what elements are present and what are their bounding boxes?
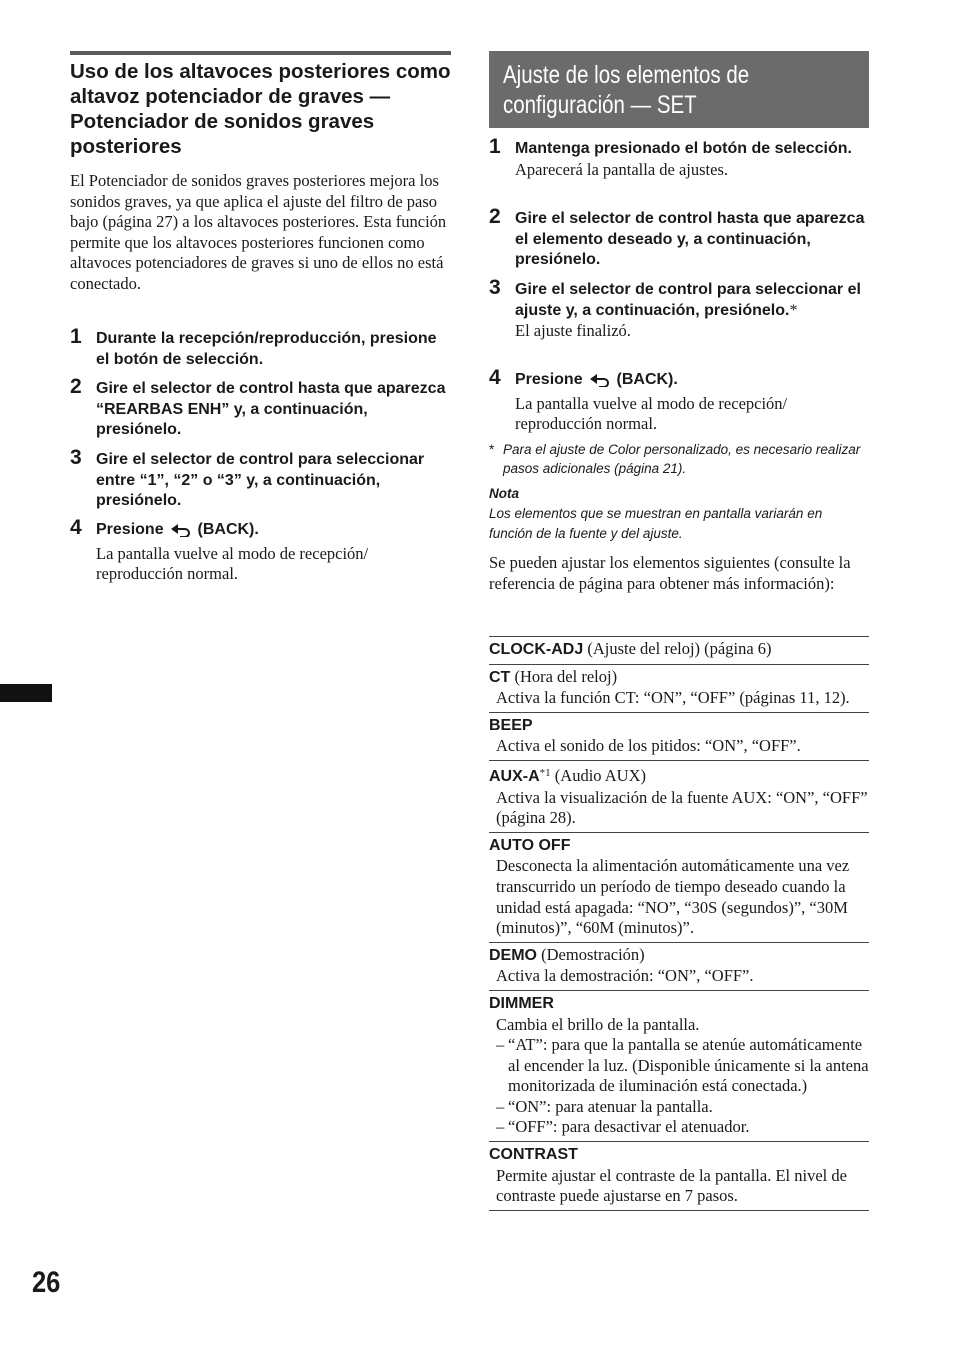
intro-paragraph: El Potenciador de sonidos graves posteriores mejora los sonidos graves, ya que aplica el ajuste del filtro de paso bajo (página 27) a los altavoces posteriores. Esta función permite que los altavoces posteriores funcionen como altavoces potenciadores de graves si uno de ellos no está conectado. <box>70 171 447 293</box>
step-result: El ajuste finalizó. <box>515 321 631 340</box>
step-text <box>515 370 870 394</box>
setting-description: Activa la visualización de la fuente AUX: “ON”, “OFF” (página 28). <box>496 787 868 828</box>
heading-rule <box>70 51 451 55</box>
step-result: Aparecerá la pantalla de ajustes. <box>515 159 729 179</box>
section-heading-rear-bass: Uso de los altavoces posteriores como altavoz potenciador de graves — Potenciador de sonidos graves posteriores <box>70 60 451 158</box>
setting-description: Permite ajustar el contraste de la pantalla. El nivel de contraste puede ajustarse en 7 pasos. <box>496 1165 847 1206</box>
setting-key: AUTO OFF <box>489 836 571 854</box>
setting-key: CONTRAST <box>489 1146 578 1164</box>
list-item-text: “ON”: para atenuar la pantalla. <box>508 1096 713 1116</box>
list-item <box>496 1035 869 1097</box>
setting-key: DIMMER <box>489 994 554 1012</box>
left-step-2 <box>70 375 451 441</box>
step-text: Gire el selector de control para seleccionar entre “1”, “2” o “3” y, a continuación, presiónelo. <box>96 451 425 509</box>
list-dash: – <box>496 1117 505 1137</box>
step-number: 1 <box>70 325 82 348</box>
back-arrow-icon <box>590 372 610 394</box>
settings-intro-paragraph: Se pueden ajustar los elementos siguientes (consulte la referencia de página para obtener más información): <box>489 553 851 593</box>
setting-auto-off <box>489 833 869 943</box>
setting-description: Activa la demostración: “ON”, “OFF”. <box>496 966 754 986</box>
list-dash: – <box>496 1035 505 1055</box>
step-result: La pantalla vuelve al modo de recepción/ reproducción normal. <box>96 543 369 584</box>
list-item-text: “OFF”: para desactivar el atenuador. <box>508 1117 750 1137</box>
list-dash: – <box>496 1096 505 1116</box>
setting-description: Activa la función CT: “ON”, “OFF” (páginas 11, 12). <box>496 688 850 708</box>
list-item <box>496 1117 869 1138</box>
step-text-after: (BACK). <box>197 521 259 538</box>
step-text-before: Presione <box>515 371 583 388</box>
setting-key: DEMO <box>489 946 537 964</box>
setting-key: BEEP <box>489 716 533 734</box>
right-step-2 <box>489 205 870 271</box>
setting-label: (Audio AUX) <box>550 765 646 785</box>
setting-clock-adj <box>489 637 869 665</box>
footnote-mark: * <box>789 301 798 319</box>
setting-description: Activa el sonido de los pitidos: “ON”, “OFF”. <box>496 736 801 756</box>
left-step-4 <box>70 516 451 585</box>
step-text: Durante la recepción/reproducción, presione el botón de selección. <box>96 330 437 368</box>
page-number: 26 <box>32 1266 61 1299</box>
setting-beep <box>489 713 869 761</box>
step-number: 4 <box>70 516 82 539</box>
step-number: 3 <box>489 276 501 299</box>
setting-label: (Ajuste del reloj) (página 6) <box>583 639 772 658</box>
settings-list <box>489 636 869 1211</box>
list-item-text: “AT”: para que la pantalla se atenúe automáticamente al encender la luz. (Disponible únicamente si la antena monitorizada de iluminación está conectada.) <box>508 1035 869 1096</box>
setting-description: Cambia el brillo de la pantalla. <box>496 1014 700 1034</box>
right-step-4 <box>489 366 870 435</box>
back-arrow-icon <box>171 522 191 544</box>
setting-ct <box>489 665 869 713</box>
step-text-after: (BACK). <box>616 371 678 388</box>
section-tab-marker <box>0 684 52 702</box>
footnote-text: Para el ajuste de Color personalizado, es necesario realizar pasos adicionales (página 21). <box>503 442 861 476</box>
step-text-before: Presione <box>96 521 164 538</box>
left-step-3 <box>70 446 451 512</box>
step-number: 2 <box>70 375 82 398</box>
step-text <box>515 280 870 321</box>
setting-dimmer <box>489 991 869 1142</box>
step-text: Mantenga presionado el botón de selección. <box>515 140 852 157</box>
step-text: Gire el selector de control hasta que aparezca el elemento deseado y, a continuación, presiónelo. <box>515 210 865 268</box>
setting-label: (Demostración) <box>537 944 645 964</box>
setting-contrast <box>489 1142 869 1211</box>
list-item <box>496 1097 869 1118</box>
setting-footnote-ref: *1 <box>539 766 551 779</box>
step-number: 1 <box>489 135 501 158</box>
setting-label: (Hora del reloj) <box>510 666 618 686</box>
setting-key: AUX-A <box>489 767 540 785</box>
step-text <box>96 520 451 544</box>
right-step-1 <box>489 135 870 180</box>
step-number: 2 <box>489 205 501 228</box>
right-step-3 <box>489 276 870 342</box>
setting-description: Desconecta la alimentación automáticamente una vez transcurrido un período de tiempo deseado cuando la unidad está apagada: “NO”, “30S (segundos)”, “30M (minutos)”, “60M (minutos)”. <box>496 856 850 938</box>
setting-key: CLOCK-ADJ <box>489 641 584 658</box>
setting-aux-a <box>489 761 869 833</box>
setting-demo <box>489 943 869 991</box>
footnote-asterisk: * <box>489 442 495 457</box>
note-text: Los elementos que se muestran en pantalla variarán en función de la fuente y del ajuste. <box>489 506 823 541</box>
step-number: 4 <box>489 366 501 389</box>
footnote <box>489 441 869 478</box>
section-banner-set <box>489 51 869 128</box>
left-step-1 <box>70 325 451 370</box>
step-number: 3 <box>70 446 82 469</box>
banner-line-1: Ajuste de los elementos de <box>503 61 750 89</box>
banner-line-2: configuración — SET <box>503 91 697 119</box>
note-title: Nota <box>489 486 519 501</box>
step-result: La pantalla vuelve al modo de recepción/ reproducción normal. <box>515 393 788 434</box>
setting-key: CT <box>489 668 511 686</box>
step-text-main: Gire el selector de control para seleccionar el ajuste y, a continuación, presiónelo. <box>515 281 861 319</box>
step-text: Gire el selector de control hasta que aparezca “REARBAS ENH” y, a continuación, presiónelo. <box>96 380 446 438</box>
